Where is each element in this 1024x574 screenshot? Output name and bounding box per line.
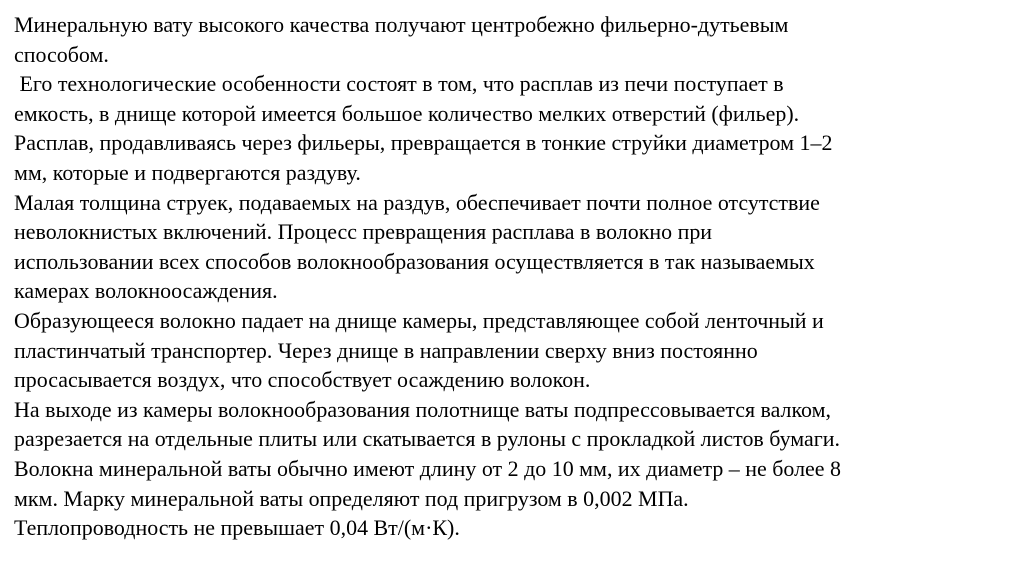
text-line: На выходе из камеры волокнообразования полотнище ваты подпрессовывается валком, [14,396,832,422]
text-line: просасывается воздух, что способствует осаждению волокон. [14,367,591,393]
text-line: Теплопроводность не превышает 0,04 Вт/(м·К). [14,515,460,541]
text-line: мкм. Марку минеральной ваты определяют под пригрузом в 0,002 МПа. [14,485,689,511]
text-line: Волокна минеральной ваты обычно имеют длину от 2 до 10 мм, их диаметр – не более 8 [14,455,842,481]
text-line: Малая толщина струек, подаваемых на раздув, обеспечивает почти полное отсутствие [14,189,820,215]
text-line: емкость, в днище которой имеется большое количество мелких отверстий (фильер). [14,100,800,126]
text-line: мм, которые и подвергаются раздуву. [14,159,361,185]
text-line: камерах волокноосаждения. [14,278,278,304]
text-line: Его технологические особенности состоят в том, что расплав из печи поступает в [14,71,784,97]
text-line: неволокнистых включений. Процесс превращения расплава в волокно при [14,219,713,245]
text-line: использовании всех способов волокнообразования осуществляется в так называемых [14,248,815,274]
text-line: Расплав, продавливаясь через фильеры, превращается в тонкие струйки диаметром 1–2 [14,130,833,156]
document-body [14,10,1014,543]
text-line: способом. [14,41,109,67]
text-line: Образующееся волокно падает на днище камеры, представляющее собой ленточный и [14,307,824,333]
text-line: Минеральную вату высокого качества получают центробежно фильерно-дутьевым [14,12,789,37]
text-line: пластинчатый транспортер. Через днище в направлении сверху вниз постоянно [14,337,758,363]
text-line: разрезается на отдельные плиты или скатывается в рулоны с прокладкой листов бумаги. [14,426,841,452]
